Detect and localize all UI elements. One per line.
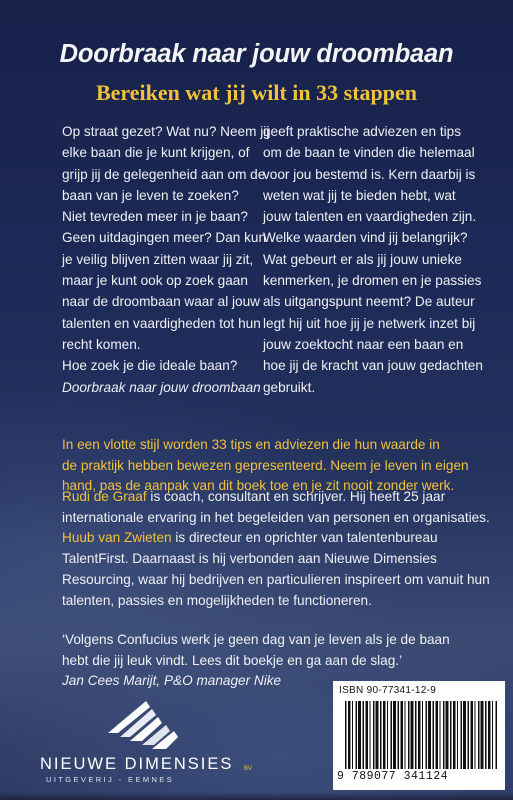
blurb-line: talenten en vaardigheden tot hun: [62, 315, 261, 331]
blurb-line: Geen uitdagingen meer? Dan kun: [62, 230, 267, 246]
publisher-subtitle: UITGEVERIJ - EEMNES: [46, 775, 175, 784]
bio-text: is directeur en oprichter van talentenbureau: [171, 530, 438, 546]
bio-line: internationale ervaring in het begeleiden van personen en organisaties.: [62, 509, 490, 525]
blurb-line: geeft praktische adviezen en tips: [263, 124, 461, 139]
blurb-line: Hoe zoek je die ideale baan?: [62, 358, 238, 374]
blurb-line: elke baan die je kunt krijgen, of: [62, 145, 250, 161]
author-bios: [62, 487, 490, 611]
isbn-barcode: [333, 681, 505, 790]
blurb-line: jouw zoektocht naar een baan en: [263, 336, 464, 352]
blurb-line: Wat gebeurt er als jij jouw unieke: [263, 251, 462, 267]
blurb-right-column: [263, 121, 483, 398]
bio-line: TalentFirst. Daarnaast is hij verbonden aan Nieuwe Dimensies: [62, 551, 437, 567]
blurb-line: maar je kunt ook op zoek gaan: [62, 273, 248, 289]
barcode-icon: [345, 701, 497, 769]
blurb-line: Op straat gezet? Wat nu? Neem jij: [62, 124, 270, 139]
publisher-mark-icon: [100, 693, 190, 753]
bio-line: talenten, passies en mogelijkheden te functioneren.: [62, 592, 372, 608]
blurb-line: naar de droombaan waar al jouw: [62, 294, 260, 310]
blurb-line: hoe jij de kracht van jouw gedachten: [263, 358, 483, 374]
blurb-line-italic-title: Doorbraak naar jouw droombaan: [62, 379, 261, 395]
blurb-line: weten wat jij te bieden hebt, wat: [263, 187, 456, 203]
bio-text: is coach, consultant en schrijver. Hij heeft 25 jaar: [146, 489, 446, 504]
bio-line: Resourcing, waar hij bedrijven en particulieren inspireert om vanuit hun: [62, 571, 490, 587]
blurb-line: gebruikt.: [263, 379, 316, 395]
publisher-logo: [40, 693, 260, 793]
blurb-line: grijp jij de gelegenheid aan om de: [62, 166, 266, 182]
highlight-line: de praktijk hebben bewezen gepresenteerd. Neem je leven in eigen: [62, 457, 469, 473]
highlight-line: hand, pas de aanpak van dit boek toe en je zit nooit zonder werk.: [62, 478, 455, 494]
blurb-left-column: [62, 121, 269, 398]
bio-line: [62, 487, 490, 508]
blurb-line: Niet tevreden meer in je baan?: [62, 209, 248, 225]
blurb-line: legt hij uit hoe jij je netwerk inzet bij: [263, 315, 476, 331]
blurb-line: als uitgangspunt neemt? De auteur: [263, 294, 475, 310]
author-name: Rudi de Graaf: [62, 489, 147, 504]
blurb-line: jouw talenten en vaardigheden zijn.: [263, 209, 477, 225]
book-subtitle: Bereiken wat jij wilt in 33 stappen: [95, 80, 418, 105]
blurb-line: om de baan te vinden die helemaal: [263, 145, 475, 161]
quote-attribution: Jan Cees Marijt, P&O manager Nike: [62, 673, 282, 689]
publisher-bv: BV: [244, 766, 253, 772]
barcode-number: 9 789077 341124: [337, 770, 449, 783]
blurb-line: je veilig blijven zitten waar jij zit,: [62, 251, 254, 267]
blurb-line: recht komen.: [62, 336, 141, 352]
quote-line: hebt die jij leuk vindt. Lees dit boekje en ga aan de slag.’: [62, 652, 403, 668]
blurb-line: kenmerken, je dromen en je passies: [263, 273, 482, 289]
book-title: Doorbraak naar jouw droombaan: [59, 40, 454, 68]
author-name: Huub van Zwieten: [62, 530, 172, 546]
isbn-number: ISBN 90-77341-12-9: [339, 685, 437, 696]
highlight-line: In een vlotte stijl worden 33 tips en adviezen die hun waarde in: [62, 437, 440, 452]
blurb-line: baan van je leven te zoeken?: [62, 187, 239, 203]
blurb-line: Welke waarden vind jij belangrijk?: [263, 230, 468, 246]
blurb-line: voor jou bestemd is. Kern daarbij is: [263, 166, 476, 182]
publisher-name: NIEUWE DIMENSIES: [40, 755, 234, 773]
bio-line: [62, 528, 490, 549]
quote-line: ‘Volgens Confucius werk je geen dag van je leven als je de baan: [62, 632, 450, 647]
